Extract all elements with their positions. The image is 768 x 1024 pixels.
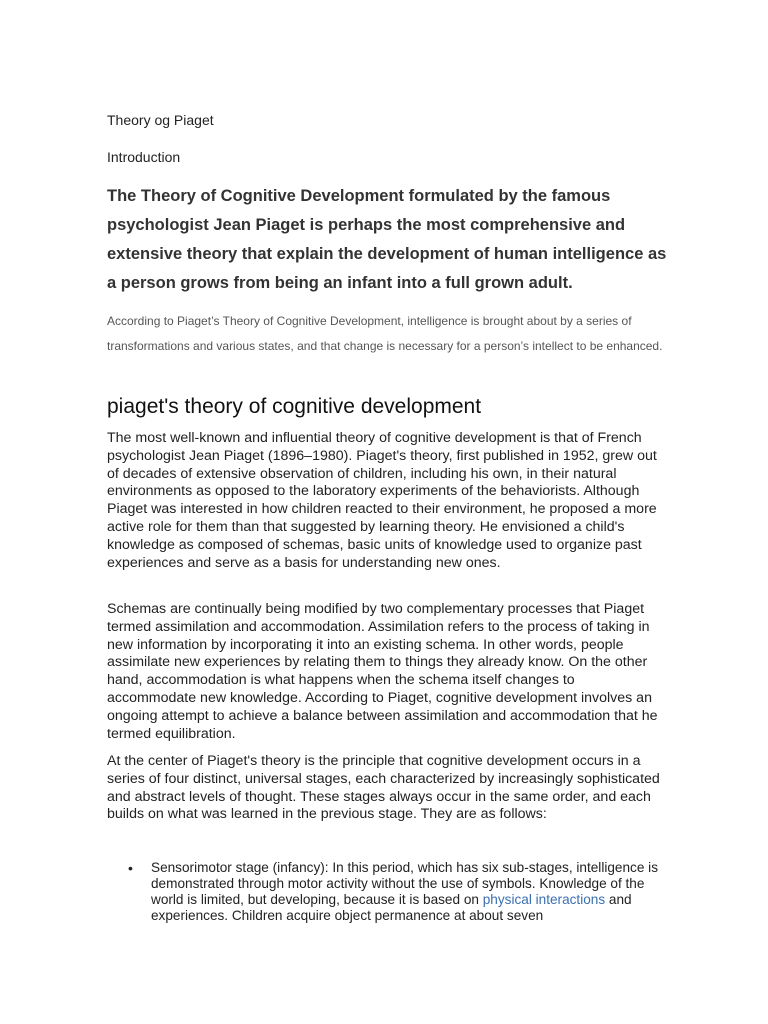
body-paragraph-1: The most well-known and influential theory of cognitive development is that of French psychologist Jean Piaget (1896–1980). Piaget's theory, first published in 1952, grew out of decades of extensive observation of children, including his own, in their natural environments as opposed to the laboratory experiments of the behaviorists. Although Piaget was interested in how children reacted to their environment, he proposed a more active role for them than that suggested by learning theory. He envisioned a child's knowledge as composed of schemas, basic units of knowledge used to organize past experiences and serve as a basis for understanding new ones. [107, 430, 657, 571]
stages-list [128, 860, 668, 924]
document-title: Theory og Piaget [107, 112, 214, 128]
physical-interactions-link[interactable]: physical interactions [482, 892, 606, 907]
section-label-introduction: Introduction [107, 149, 181, 165]
body-paragraph-3: At the center of Piaget's theory is the principle that cognitive development occurs in a series of four distinct, universal stages, each characterized by increasingly sophisticated and abstract levels of thought. These stages always occur in the same order, and each builds on what was learned in the previous stage. They are as follows: [107, 753, 660, 823]
list-item [128, 860, 668, 924]
section-heading: piaget's theory of cognitive development [107, 395, 482, 418]
muted-paragraph: According to Piaget’s Theory of Cognitive Development, intelligence is brought about by a series of transformations and various states, and that change is necessary for a person’s intellect to be enhanced. [107, 314, 663, 353]
body-paragraph-2: Schemas are continually being modified by two complementary processes that Piaget termed assimilation and accommodation. Assimilation refers to the process of taking in new information by incorporating it into an existing schema. In other words, people assimilate new experiences by relating them to things they already know. On the other hand, accommodation is what happens when the schema itself changes to accommodate new knowledge. According to Piaget, cognitive development involves an ongoing attempt to achieve a balance between assimilation and accommodation that he termed equilibration. [107, 601, 658, 742]
bullet-icon: • [128, 860, 133, 876]
lead-paragraph: The Theory of Cognitive Development formulated by the famous psychologist Jean Piaget is perhaps the most comprehensive and extensive theory that explain the development of human intelligence as a person grows from being an infant into a full grown adult. [107, 187, 667, 292]
list-item-text-end: and experiences. Children acquire object permanence at about seven [151, 892, 632, 923]
list-item-text-start: Sensorimotor stage (infancy): In this period, which has six sub-stages, intelligence is demonstrated through motor activity without the use of symbols. Knowledge of the world is limited, but developing, because it is based on [151, 860, 658, 907]
